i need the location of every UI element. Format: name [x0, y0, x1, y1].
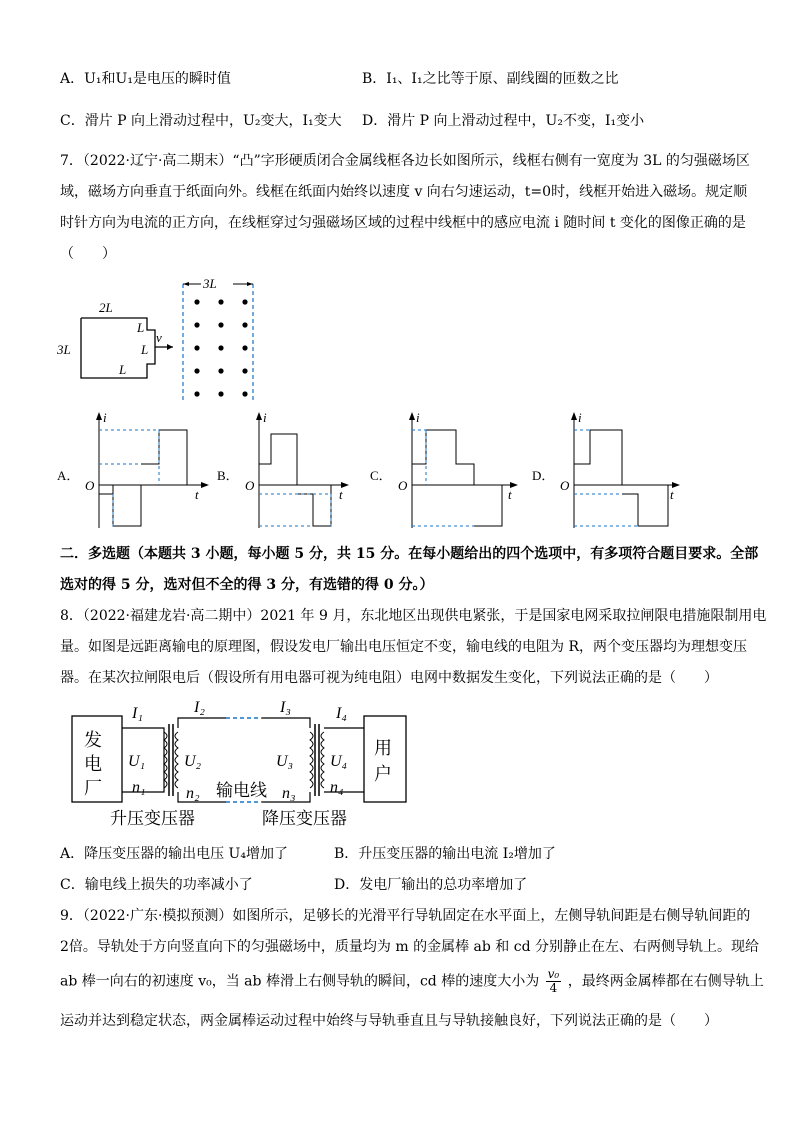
user-box	[364, 716, 406, 802]
field-width-label: 3L	[203, 276, 217, 291]
q8-option-b: B．升压变压器的输出电流 I₂增加了	[334, 846, 556, 862]
magnetic-field-dots	[194, 299, 247, 396]
n3-label: n₃	[282, 785, 296, 802]
q8-option-c: C．输电线上损失的功率减小了	[60, 877, 253, 893]
q8-stem-line3: 器。在某次拉闸限电后（假设所有用电器可视为纯电阻）电网中数据发生变化，下列说法正确的是（ ）	[60, 670, 718, 686]
t-axis-label: t	[508, 487, 512, 502]
option-d-label: D．	[532, 468, 555, 483]
i-axis-label: i	[263, 410, 267, 425]
q7-frame-figure	[55, 270, 265, 410]
section2-heading-line2: 选对的得 5 分，选对但不全的得 3 分，有选错的得 0 分。）	[60, 577, 434, 593]
top-edge-label: 2L	[99, 300, 113, 315]
plant-label-1: 发	[84, 730, 102, 750]
u3-label: U₃	[276, 753, 294, 770]
q8-option-d: D．发电厂输出的总功率增加了	[334, 877, 528, 893]
q9-stem-line1: 9．（2022·广东·模拟预测）如图所示，足够长的光滑平行导轨固定在水平面上，左侧导轨间距是右侧导轨间距的	[60, 908, 751, 924]
i-axis-label: i	[578, 410, 582, 425]
user-label-1: 用	[374, 738, 392, 758]
t-axis-label: t	[195, 487, 199, 502]
q9-line3-part1: ab 棒一向右的初速度 v₀，当 ab 棒滑上右侧导轨的瞬间，cd 棒的速度大小为	[60, 973, 540, 990]
q7-graph-a	[55, 408, 215, 534]
i2-label: I₂	[194, 699, 205, 716]
i3-label: I₃	[280, 699, 291, 716]
q7-stem-line4: （ ）	[60, 246, 116, 262]
origin-label: O	[85, 478, 95, 493]
n4-label: n₄	[330, 779, 344, 796]
origin-label: O	[245, 478, 255, 493]
q7-stem-line1: 7．（2022·辽宁·高二期末）“凸”字形硬质闭合金属线框各边长如图所示，线框右侧有一宽度为 3L 的匀强磁场区	[60, 153, 750, 169]
u2-label: U₂	[184, 753, 202, 770]
q9-line3-part2: ，最终两金属棒都在右侧导轨上	[567, 973, 764, 990]
step-down-transformer-label: 降压变压器	[262, 809, 347, 828]
section2-heading-line1: 二．多选题（本题共 3 小题，每小题 5 分，共 15 分。在每小题给出的四个选项中，有多项符合题目要求。全部	[60, 546, 759, 562]
q8-stem-line2: 量。如图是远距离输电的原理图，假设发电厂输出电压恒定不变，输电线的电阻为 R，两个变压器均为理想变压	[60, 639, 747, 655]
u1-label: U₁	[128, 753, 146, 770]
n1-label: n₁	[132, 779, 146, 796]
origin-label: O	[398, 478, 408, 493]
transmission-line-label: 输电线	[216, 781, 267, 800]
q7-stem-line3: 时针方向为电流的正方向，在线框穿过匀强磁场区域的过程中线框中的感应电流 i 随时间 t 变化的图像正确的是	[60, 215, 746, 231]
velocity-label: v	[156, 330, 162, 345]
option-a-label: A．	[57, 468, 80, 483]
u4-label: U₄	[330, 753, 348, 770]
step-up-transformer-label: 升压变压器	[110, 809, 195, 828]
q9-stem-line2: 2倍。导轨处于方向竖直向下的匀强磁场中，质量均为 m 的金属棒 ab 和 cd 分别静止在左、右两侧导轨上。现给	[60, 939, 759, 955]
i1-label: I₁	[132, 705, 143, 722]
q6-option-c: C．滑片 P 向上滑动过程中，U₂变大，I₁变大	[60, 113, 342, 129]
step-label-2: L	[141, 342, 149, 357]
q9-stem-line4: 运动并达到稳定状态，两金属棒运动过程中始终与导轨垂直且与导轨接触良好，下列说法正确的是（ ）	[60, 1013, 718, 1029]
fraction-numerator: v₀	[547, 967, 560, 981]
q6-option-a: A．U₁和U₁是电压的瞬时值	[60, 71, 231, 87]
option-b-label: B．	[217, 468, 239, 483]
q6-option-d: D．滑片 P 向上滑动过程中，U₂不变，I₁变小	[362, 113, 645, 129]
q7-graph-b	[215, 408, 375, 534]
velocity-fraction	[546, 968, 562, 995]
step-label-3: L	[119, 362, 127, 377]
step-label-1: L	[137, 320, 145, 335]
user-label-2: 户	[374, 764, 392, 784]
left-edge-label: 3L	[57, 342, 71, 357]
q9-stem-line3	[60, 968, 764, 995]
n2-label: n₂	[186, 785, 200, 802]
q7-stem-line2: 域，磁场方向垂直于纸面向外。线框在纸面内始终以速度 v 向右匀速运动，t=0时，线框开始进入磁场。规定顺	[60, 184, 748, 200]
origin-label: O	[560, 478, 570, 493]
q6-option-b: B．I₁、I₁之比等于原、副线圈的匝数之比	[362, 71, 619, 87]
plant-label-2: 电	[84, 754, 102, 774]
q7-graph-c	[368, 408, 528, 534]
i-axis-label: i	[416, 410, 420, 425]
t-axis-label: t	[670, 487, 674, 502]
t-axis-label: t	[339, 487, 343, 502]
i4-label: I₄	[336, 705, 347, 722]
q7-graph-d	[530, 408, 690, 534]
i-axis-label: i	[103, 410, 107, 425]
option-c-label: C．	[370, 468, 392, 483]
q8-transmission-diagram	[66, 696, 412, 830]
q8-stem-line1: 8．（2022·福建龙岩·高二期中）2021 年 9 月，东北地区出现供电紧张，于是国家电网采取拉闸限电措施限制用电	[60, 608, 767, 624]
fraction-denominator: 4	[549, 981, 558, 995]
plant-label-3: 厂	[84, 778, 102, 798]
q8-option-a: A．降压变压器的输出电压 U₄增加了	[60, 846, 288, 862]
